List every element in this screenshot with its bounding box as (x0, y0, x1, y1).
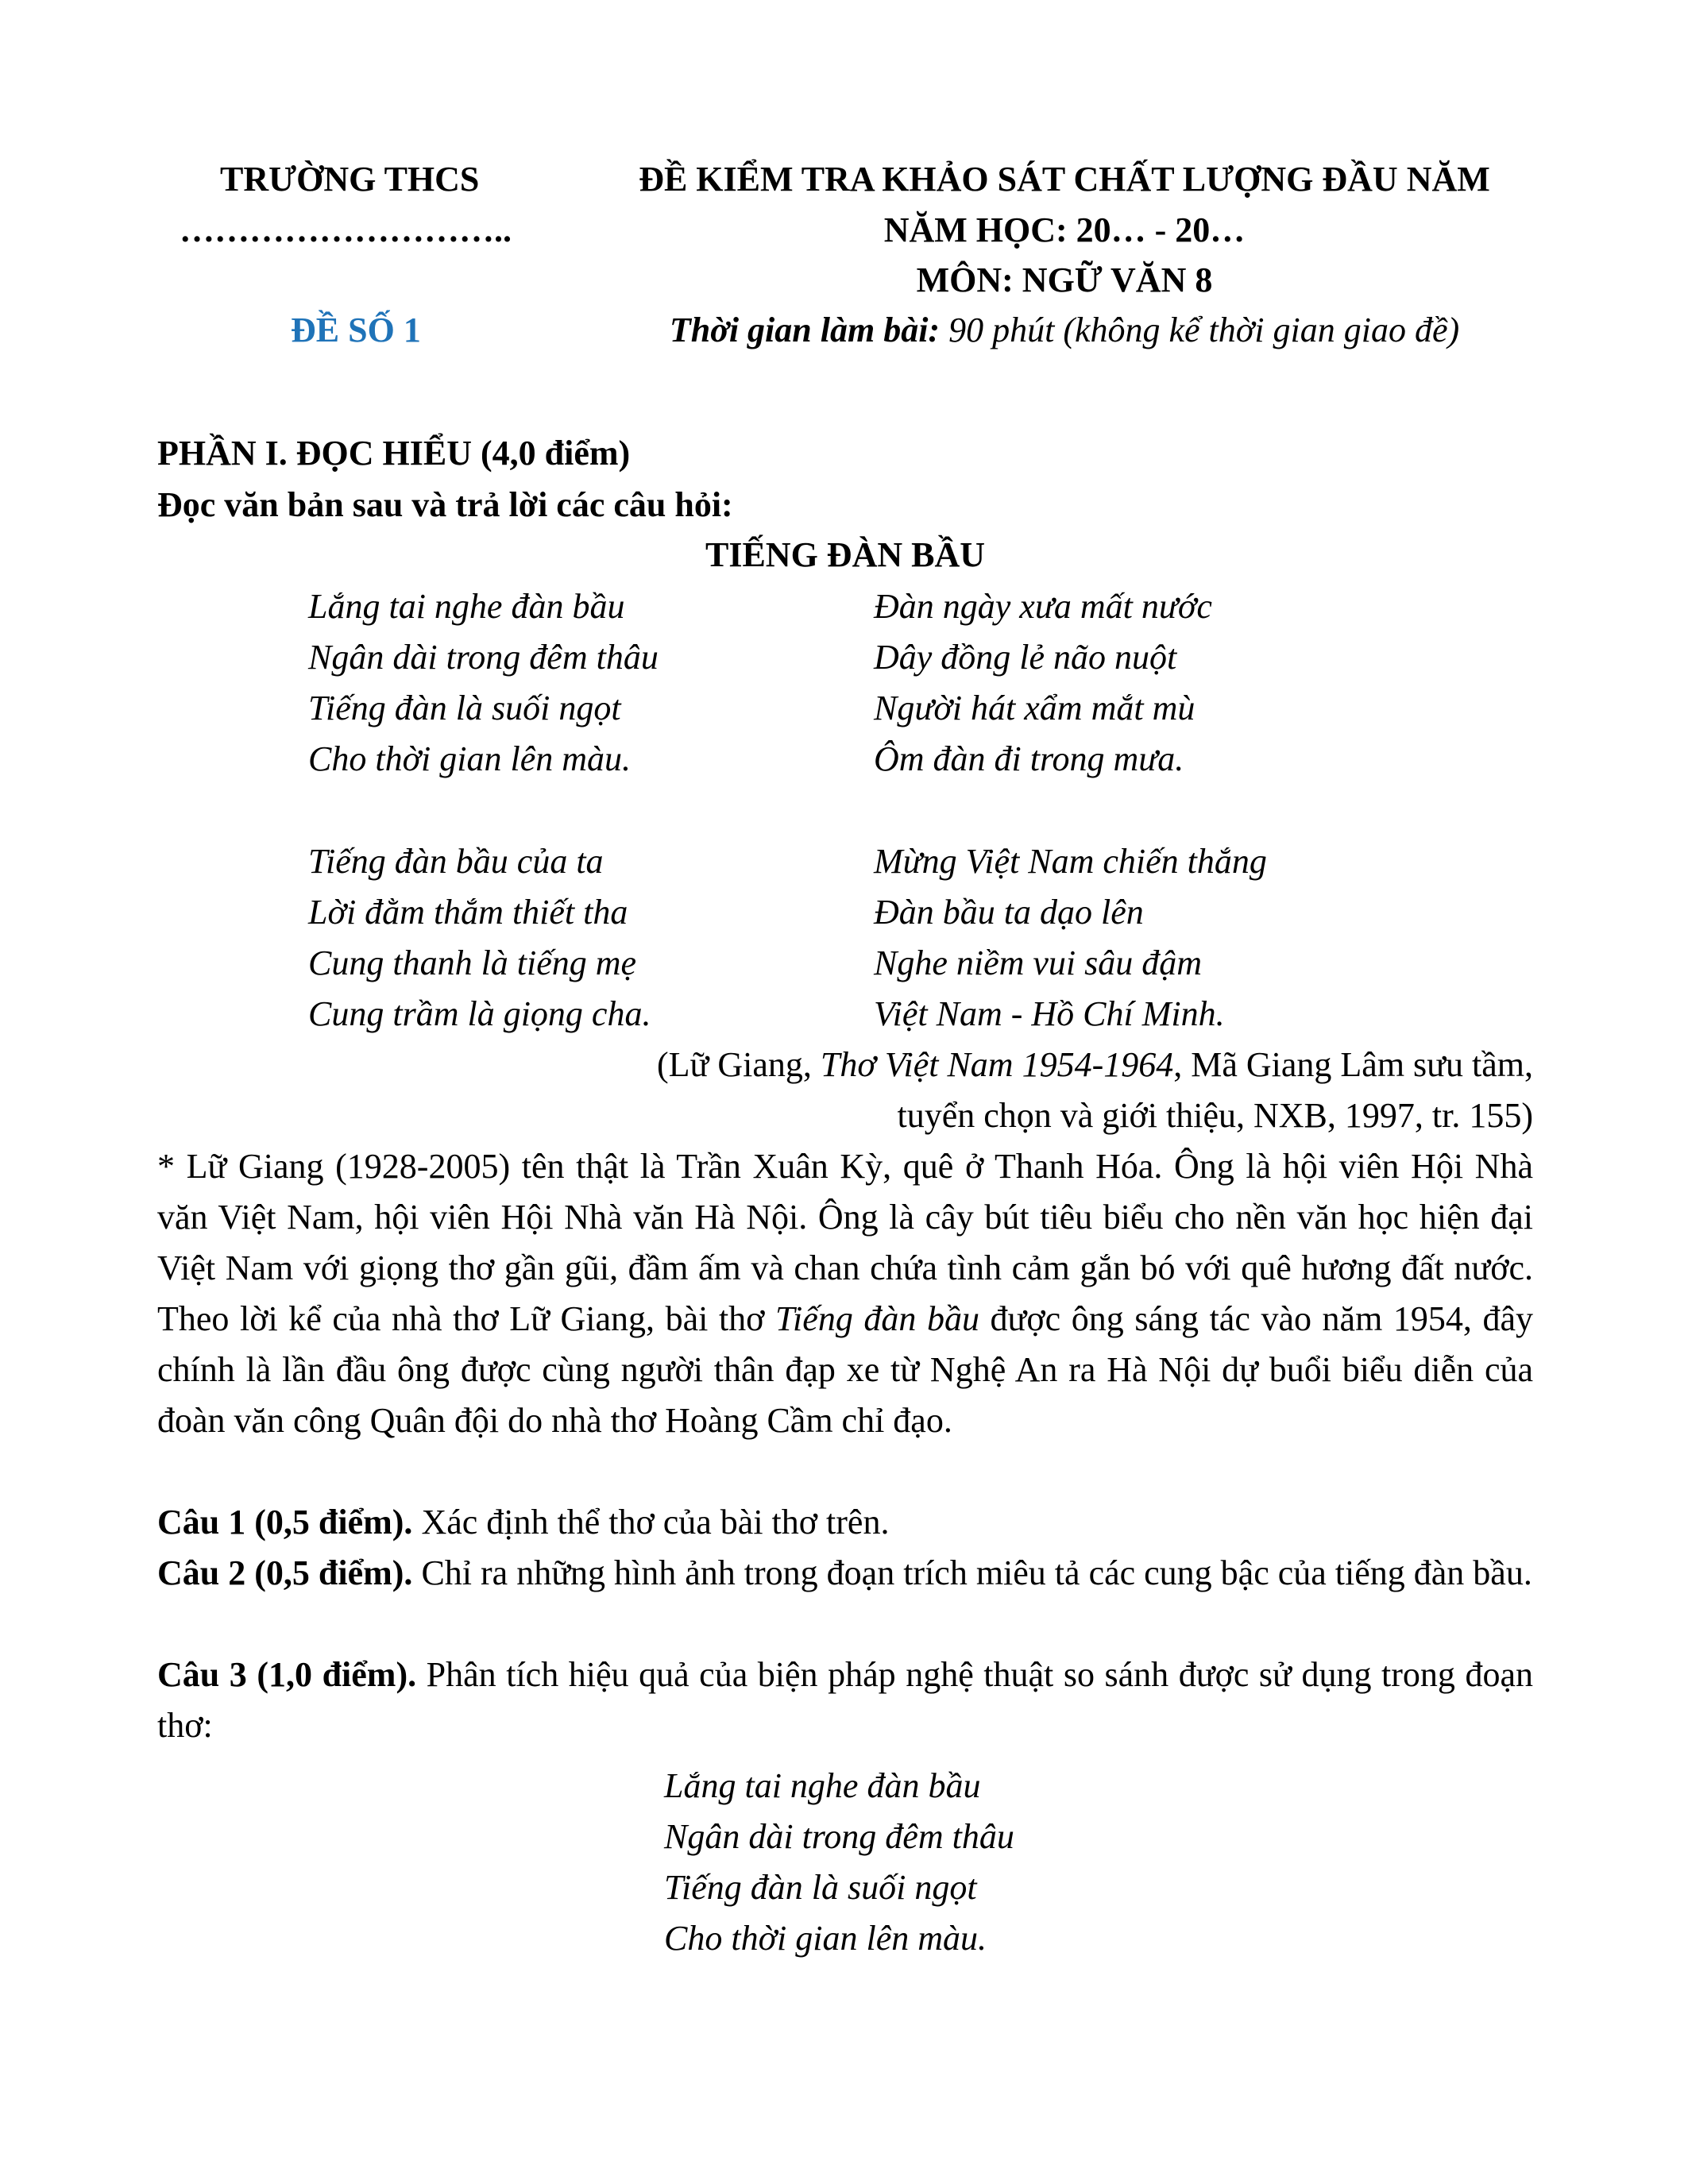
school-dots: ……………………….. (180, 210, 512, 249)
poem-line: Người hát xẩm mắt mù (874, 689, 1196, 727)
school-year: NĂM HỌC: 20… - 20… (883, 210, 1246, 249)
quote-line: Lắng tai nghe đàn bầu (664, 1766, 981, 1805)
poem-source (657, 1045, 1533, 1084)
quote-line: Ngân dài trong đêm thâu (664, 1817, 1014, 1856)
author-note (157, 1141, 1533, 1446)
question-3-label: Câu 3 (1,0 điểm). (157, 1655, 417, 1694)
question-3-text: Phân tích hiệu quả của biện pháp nghệ thuật so sánh được sử dụng trong đoạn thơ: (157, 1655, 1533, 1745)
question-1 (157, 1497, 1533, 1548)
poem-line: Việt Nam - Hồ Chí Minh. (874, 994, 1225, 1033)
note-poem-title: Tiếng đàn bầu (775, 1299, 979, 1338)
note-text: * Lữ Giang (1928-2005) tên thật là Trần Xuân Kỳ, quê ở Thanh Hóa. Ông là hội viên Hội Nhà văn Việt Nam, hội viên Hội Nhà văn Hà Nội. Ông là cây bút tiêu biểu cho nền văn học hiện đại Việt Nam với giọng thơ gần gũi, đầm ấm và chan chứa tình cảm gắn bó với quê hương đất nước. Theo lời kể của nhà thơ Lữ Giang, bài thơ (157, 1147, 1533, 1338)
poem-line: Dây đồng lẻ não nuột (874, 638, 1177, 677)
poem-line: Cung trầm là giọng cha. (308, 994, 651, 1033)
instruction: Đọc văn bản sau và trả lời các câu hỏi: (157, 485, 733, 524)
poem-line: Cung thanh là tiếng mẹ (308, 943, 637, 982)
poem-line: Tiếng đàn là suối ngọt (308, 689, 621, 727)
school-label: TRƯỜNG THCS (220, 160, 480, 199)
poem-line: Tiếng đàn bầu của ta (308, 842, 604, 881)
poem-line: Lắng tai nghe đàn bầu (308, 587, 625, 626)
poem-title: TIẾNG ĐÀN BẦU (705, 535, 986, 574)
subject: MÔN: NGỮ VĂN 8 (916, 260, 1213, 299)
note-text-end: được ông sáng tác vào năm 1954, đây chính là lần đầu ông được cùng người thân đạp xe từ Nghệ An ra Hà Nội dự buổi biểu diễn của đoàn văn công Quân đội do nhà thơ Hoàng Cầm chỉ đạo. (157, 1299, 1533, 1440)
time-value: 90 phút (không kể thời gian giao đề) (940, 311, 1460, 349)
poem-source-line2: tuyển chọn và giới thiệu, NXB, 1997, tr. 155) (897, 1096, 1533, 1135)
poem-line: Cho thời gian lên màu. (308, 739, 632, 778)
quote-line: Tiếng đàn là suối ngọt (664, 1868, 977, 1907)
source-book: Thơ Việt Nam 1954-1964 (820, 1045, 1174, 1084)
quote-line: Cho thời gian lên màu. (664, 1919, 987, 1958)
question-2-label: Câu 2 (0,5 điểm). (157, 1553, 413, 1592)
section-title: PHẦN I. ĐỌC HIỂU (4,0 điểm) (157, 434, 631, 473)
time-label: Thời gian làm bài: (669, 311, 941, 349)
poem-line: Ngân dài trong đêm thâu (308, 638, 659, 677)
source-author: (Lữ Giang, (657, 1045, 821, 1084)
question-2-text: Chỉ ra những hình ảnh trong đoạn trích miêu tả các cung bậc của tiếng đàn bầu. (412, 1553, 1532, 1592)
poem-line: Đàn bầu ta dạo lên (874, 893, 1144, 932)
poem-line: Đàn ngày xưa mất nước (874, 587, 1212, 626)
poem-line: Lời đằm thắm thiết tha (308, 893, 628, 932)
poem-line: Nghe niềm vui sâu đậm (874, 943, 1203, 982)
exam-number: ĐỀ SỐ 1 (291, 311, 421, 349)
time-info (572, 313, 1557, 348)
poem-line: Ôm đàn đi trong mưa. (874, 739, 1184, 778)
question-1-label: Câu 1 (0,5 điểm). (157, 1503, 413, 1542)
question-1-text: Xác định thể thơ của bài thơ trên. (412, 1503, 890, 1542)
source-editor: , Mã Giang Lâm sưu tầm, (1173, 1045, 1533, 1084)
question-2 (157, 1548, 1533, 1599)
question-3 (157, 1650, 1533, 1751)
exam-title: ĐỀ KIỂM TRA KHẢO SÁT CHẤT LƯỢNG ĐẦU NĂM (639, 160, 1490, 199)
poem-line: Mừng Việt Nam chiến thắng (874, 842, 1267, 881)
